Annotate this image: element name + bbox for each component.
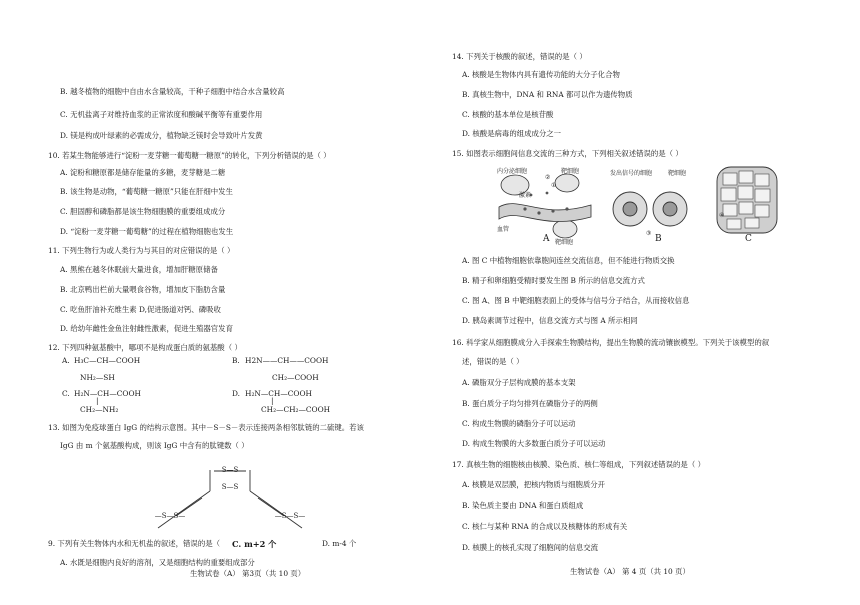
q14-option-d: D. 核酸是病毒的组成成分之一 [462, 129, 562, 138]
q10-option-b: B. 该生物是动物，“葡萄糖一糖原”只能在肝细中发生 [60, 187, 233, 196]
aa-c-bottom: CH₂—NH₂ [80, 405, 119, 414]
fig-a-target-label-1: 靶细胞 [561, 168, 580, 175]
aa-d-label: D. [232, 389, 241, 398]
fig-a-hormone-label: 激素 [519, 192, 532, 199]
igg-structure-diagram [140, 458, 320, 543]
q14-stem: 14. 下列关于核酸的叙述，错误的是（ ） [452, 52, 587, 61]
q14-option-a: A. 核酸是生物体内具有遗传功能的大分子化合物 [462, 70, 620, 79]
q17-option-a: A. 核膜是双层膜，把核内物质与细胞质分开 [462, 480, 606, 489]
left-page-footer: 生物试卷（A） 第3页（共 10 页） [190, 569, 306, 578]
q11-option-c: C. 吃鱼肝油补充维生素 D,促进肠道对钙、磷吸收 [60, 305, 221, 314]
aa-a-bottom: NH₂—SH [80, 373, 115, 382]
aa-d-bottom: CH₂—CH₂—COOH [261, 405, 331, 414]
fig-c-caption: C [745, 234, 752, 244]
q9-stem-overlap: 9. 下列有关生物体内水和无机盐的叙述，错误的是（ [48, 539, 220, 548]
igg-ss-left: —S—S— [154, 512, 186, 520]
q15-stem: 15. 如图表示细胞间信息交流的三种方式，下列相关叙述错误的是（ ） [452, 149, 683, 158]
q13-stem-1: 13. 如图为免疫球蛋白 IgG 的结构示意图。其中－S－S－表示连接两条相邻肽链的二硫键。若该 [48, 423, 364, 432]
q13-stem-2: IgG 由 m 个氨基酸构成，则该 IgG 中含有的肽键数（ ） [60, 441, 249, 450]
fig-b-caption: B [655, 234, 662, 244]
q17-stem: 17. 真核生物的细胞核由核膜、染色质、核仁等组成，下列叙述错误的是（ ） [452, 460, 705, 469]
q13-option-c: C. m+2 个 [232, 539, 277, 549]
q16-stem-2: 述，错误的是（ ） [462, 357, 524, 366]
q11-stem: 11. 下列生物行为或人类行为与其目的对应错误的是（ ） [48, 246, 235, 255]
fig-c-num-4: ④ [719, 212, 725, 219]
q15-option-b: B. 精子和卵细胞受精时要发生图 B 所示的信息交流方式 [462, 276, 645, 285]
q11-option-b: B. 北京鸭出栏前大量喂食谷物，增加皮下脂肪含量 [60, 285, 226, 294]
q16-option-c: C. 构成生物膜的磷脂分子可以运动 [462, 419, 576, 428]
q16-stem-1: 16. 科学家从细胞膜成分入手探索生物膜结构，提出生物膜的流动镶嵌模型。下列关于该模型的叙 [452, 338, 770, 347]
q11-option-a: A. 黑熊在越冬休眠前大量进食，增加肝糖原储备 [60, 265, 218, 274]
q12-stem: 12. 下列四种氨基酸中，哪项不是构成蛋白质的氨基酸（ ） [48, 343, 242, 352]
q17-option-b: B. 染色质主要由 DNA 和蛋白质组成 [462, 501, 584, 510]
q10-option-c: C. 胆固醇和磷脂都是该生物细胞膜的重要组成成分 [60, 207, 226, 216]
aa-d-top: H₂N—CH—COOH [245, 389, 312, 398]
fig-a-target-label-2: 靶细胞 [555, 239, 574, 246]
cell-communication-figure-b [608, 165, 708, 237]
aa-a-label: A. [62, 356, 70, 365]
q13-option-d: D. m-4 个 [322, 539, 357, 548]
igg-ss-right: —S—S— [274, 512, 306, 520]
cell-communication-figure-c [715, 165, 780, 237]
aa-c-top: H₂N—CH—COOH [74, 389, 141, 398]
q17-option-c: C. 核仁与某种 RNA 的合成以及核糖体的形成有关 [462, 522, 628, 531]
q16-option-b: B. 蛋白质分子均匀排列在磷脂分子的两侧 [462, 399, 598, 408]
q17-option-d: D. 核膜上的核孔实现了细胞间的信息交流 [462, 543, 599, 552]
q15-option-d: D. 胰岛素调节过程中，信息交流方式与图 A 所示相同 [462, 316, 638, 325]
aa-b-bottom: CH₂—COOH [272, 373, 319, 382]
right-page-footer: 生物试卷（A） 第 4 页（共 10 页） [570, 567, 690, 576]
q10-stem: 10. 若某生物能够进行“淀粉一麦芽糖一葡萄糖一糖原”的转化，下列分析错误的是（ ） [48, 151, 331, 160]
q10-option-d: D. “淀粉一麦芽糖一葡萄糖”的过程在植物细胞也发生 [60, 227, 234, 236]
fig-a-num-2: ② [545, 174, 551, 181]
fig-b-target-label: 靶细胞 [668, 170, 687, 177]
right-page [440, 0, 860, 605]
aa-c-label: C. [62, 389, 70, 398]
q9-option-d: D. 镁是构成叶绿素的必需成分，植物缺乏镁时会导致叶片发黄 [60, 131, 263, 140]
aa-b-label: B. [232, 356, 240, 365]
q16-option-d: D. 构成生物膜的大多数蛋白质分子可以运动 [462, 439, 606, 448]
q11-option-d: D. 给幼年雌性金鱼注射雌性激素，促进生殖器官发育 [60, 324, 233, 333]
q9-option-b: B. 越冬植物的细胞中自由水含量较高，干种子细胞中结合水含量较高 [60, 87, 285, 96]
fig-a-vessel-label: 血管 [497, 226, 510, 233]
aa-c-bond: | [96, 396, 99, 405]
igg-ss-top: S—S [221, 466, 239, 474]
fig-a-caption: A [543, 234, 550, 244]
q9-option-c: C. 无机盐离子对维持血浆的正常浓度和酸碱平衡等有重要作用 [60, 110, 263, 119]
aa-d-bond: | [271, 396, 274, 405]
fig-b-sender-label: 发出信号的细胞 [610, 170, 653, 177]
fig-a-endocrine-label: 内分泌细胞 [497, 168, 528, 175]
q15-option-c: C. 图 A、图 B 中靶细胞表面上的受体与信号分子结合，从而接收信息 [462, 296, 690, 305]
q15-option-a: A. 图 C 中植物细胞依靠胞间连丝交流信息，但不能进行物质交换 [462, 256, 675, 265]
q9-option-a: A. 水既是细胞内良好的溶剂，又是细胞结构的重要组成部分 [60, 558, 255, 567]
q14-option-b: B. 真核生物中，DNA 和 RNA 都可以作为遗传物质 [462, 90, 633, 99]
fig-b-num-3: ③ [646, 230, 652, 237]
aa-b-top: H2N——CH——COOH [245, 356, 329, 365]
aa-a-top: H₃C—CH—COOH [74, 356, 141, 365]
igg-ss-middle: S—S [221, 483, 239, 491]
q14-option-c: C. 核酸的基本单位是核苷酸 [462, 110, 554, 119]
fig-a-num-1: ① [551, 182, 557, 189]
q10-option-a: A. 淀粉和糖原都是储存能量的多糖，麦芽糖是二糖 [60, 168, 226, 177]
q16-option-a: A. 磷脂双分子层构成膜的基本支架 [462, 378, 576, 387]
